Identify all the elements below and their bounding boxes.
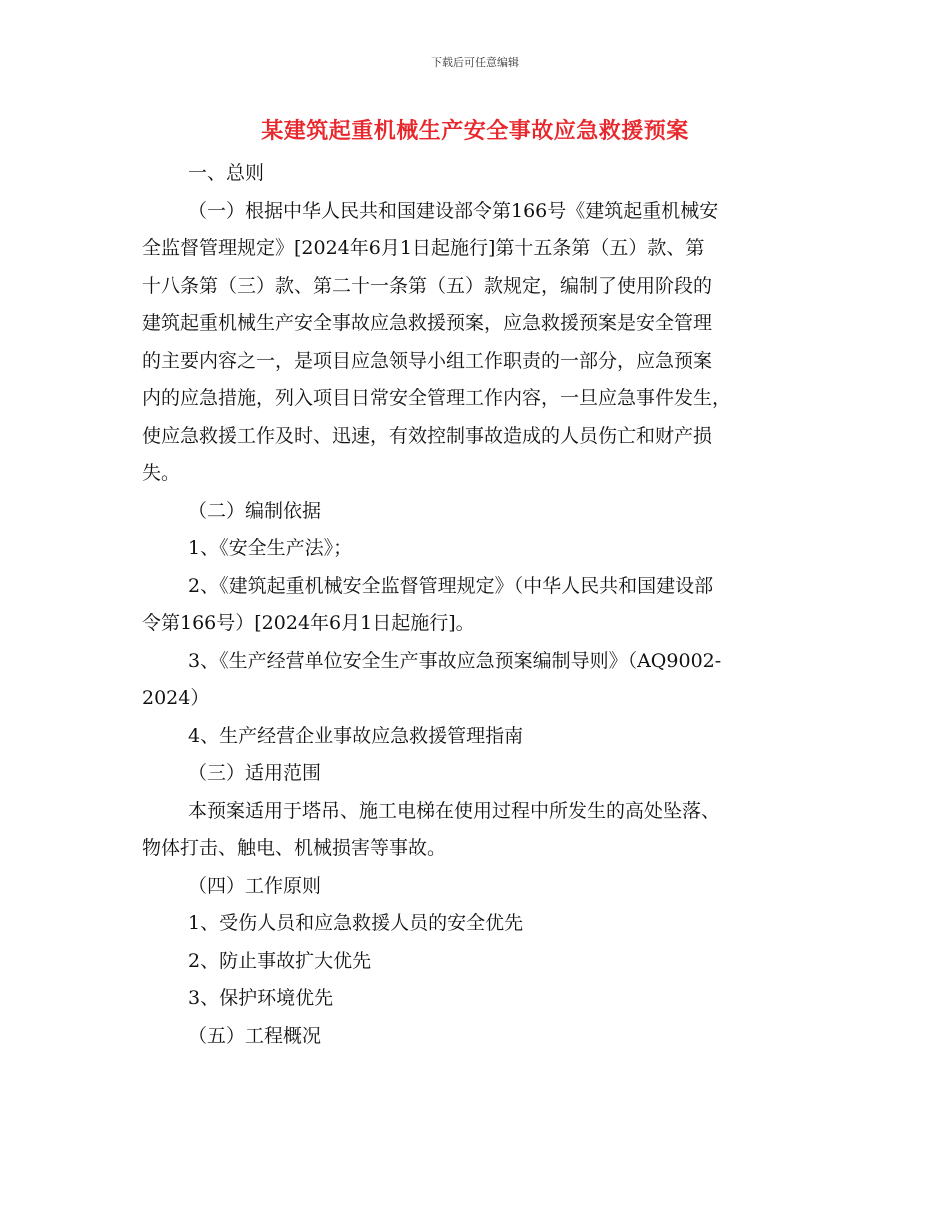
body-line: （五）工程概况 <box>188 1024 322 1047</box>
document-body <box>142 155 812 1055</box>
body-line: 使应急救援工作及时、迅速，有效控制事故造成的人员伤亡和财产损 <box>142 424 713 447</box>
header-note: 下载后可任意编辑 <box>431 56 519 69</box>
body-line: 建筑起重机械生产安全事故应急救援预案，应急救援预案是安全管理 <box>142 312 713 334</box>
body-line: 全监督管理规定》[2024年6月1日起施行]第十五条第（五）款、第 <box>142 237 705 259</box>
body-line: 3、《生产经营单位安全生产事故应急预案编制导则》（AQ9002- <box>188 649 722 672</box>
body-line: 令第166号）[2024年6月1日起施行]。 <box>142 612 475 634</box>
body-line: 1、受伤人员和应急救援人员的安全优先 <box>188 912 524 934</box>
body-line: （三）适用范围 <box>188 762 322 784</box>
body-line: 2、防止事故扩大优先 <box>188 949 372 972</box>
body-line: 一、总则 <box>188 162 265 184</box>
body-line: （一）根据中华人民共和国建设部令第166号《建筑起重机械安 <box>188 199 719 222</box>
body-line: 十八条第（三）款、第二十一条第（五）款规定，编制了使用阶段的 <box>142 274 713 297</box>
body-line: 的主要内容之一，是项目应急领导小组工作职责的一部分，应急预案 <box>142 349 713 372</box>
document-title: 某建筑起重机械生产安全事故应急救援预案 <box>261 118 689 144</box>
body-line: （二）编制依据 <box>188 499 322 522</box>
body-line: 失。 <box>142 462 181 484</box>
body-line: （四）工作原则 <box>188 874 322 897</box>
body-line: 物体打击、触电、机械损害等事故。 <box>142 837 447 859</box>
body-line: 3、保护环境优先 <box>188 987 334 1009</box>
body-line: 4、生产经营企业事故应急救援管理指南 <box>188 724 524 747</box>
body-line: 2、《建筑起重机械安全监督管理规定》（中华人民共和国建设部 <box>188 574 714 597</box>
body-line: 1、《安全生产法》； <box>188 537 353 559</box>
body-line: 2024） <box>142 687 210 709</box>
body-line: 本预案适用于塔吊、施工电梯在使用过程中所发生的高处坠落、 <box>188 799 721 822</box>
body-line: 内的应急措施，列入项目日常安全管理工作内容，一旦应急事件发生， <box>142 387 732 409</box>
